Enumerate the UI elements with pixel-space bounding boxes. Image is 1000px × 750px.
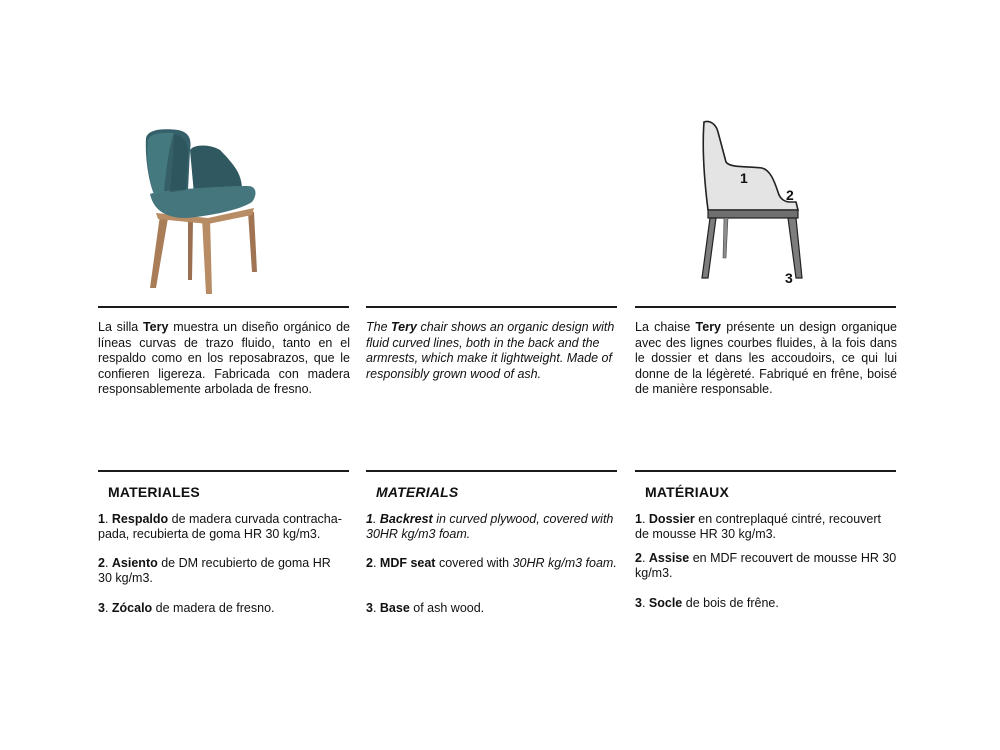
rule-es-top bbox=[98, 306, 349, 308]
product-name: Tery bbox=[391, 320, 417, 334]
rule-en-materials bbox=[366, 470, 617, 472]
rule-en-top bbox=[366, 306, 617, 308]
material-fr-2: 2. Assise en MDF recouvert de mousse HR 30 kg/m3. bbox=[635, 551, 897, 580]
materials-title-en: MATERIALS bbox=[376, 484, 459, 500]
product-name: Tery bbox=[695, 320, 722, 334]
material-en-2: 2. MDF seat covered with 30HR kg/m3 foam. bbox=[366, 556, 617, 570]
diagram-label-2: 2 bbox=[786, 187, 794, 203]
description-fr: La chaise Tery présente un design organique avec des lignes courbes fluides, à la fois dans le dossier et dans les accoudoirs, ce qui lui donne de la légèreté. Fabriqué en frêne, boisé de manière responsable. bbox=[635, 320, 897, 396]
materials-title-es: MATERIALES bbox=[108, 484, 200, 500]
material-fr-3: 3. Socle de bois de frêne. bbox=[635, 596, 779, 610]
diagram-label-3: 3 bbox=[785, 270, 793, 286]
material-es-3: 3. Zócalo de madera de fresno. bbox=[98, 601, 275, 615]
rule-fr-top bbox=[635, 306, 896, 308]
description-en: The Tery chair shows an organic design with fluid curved lines, both in the back and the armrests, which make it lightweight. Made of responsibly grown wood of ash. bbox=[366, 320, 615, 381]
chair-photo bbox=[130, 120, 270, 300]
diagram-label-1: 1 bbox=[740, 170, 748, 186]
description-es: La silla Tery muestra un diseño orgánico de líneas curvas de trazo fluido, tanto en el respaldo como en los reposabrazos, que le confieren ligereza. Fabricada con madera responsablemente arbolada de fresno. bbox=[98, 320, 350, 396]
chair-diagram bbox=[690, 118, 820, 288]
materials-title-fr: MATÉRIAUX bbox=[645, 484, 729, 500]
material-fr-1: 1. Dossier en contreplaqué cintré, recouvert de mousse HR 30 kg/m3. bbox=[635, 512, 881, 541]
rule-fr-materials bbox=[635, 470, 896, 472]
material-es-2: 2. Asiento de DM recubierto de goma HR 30 kg/m3. bbox=[98, 556, 331, 585]
material-en-3: 3. Base of ash wood. bbox=[366, 601, 485, 615]
material-en-1: 1. Backrest in curved plywood, covered with 30HR kg/m3 foam. bbox=[366, 512, 614, 541]
product-name: Tery bbox=[142, 320, 169, 334]
rule-es-materials bbox=[98, 470, 349, 472]
material-es-1: 1. Respaldo de madera curvada contracha-pada, recubierta de goma HR 30 kg/m3. bbox=[98, 512, 342, 541]
